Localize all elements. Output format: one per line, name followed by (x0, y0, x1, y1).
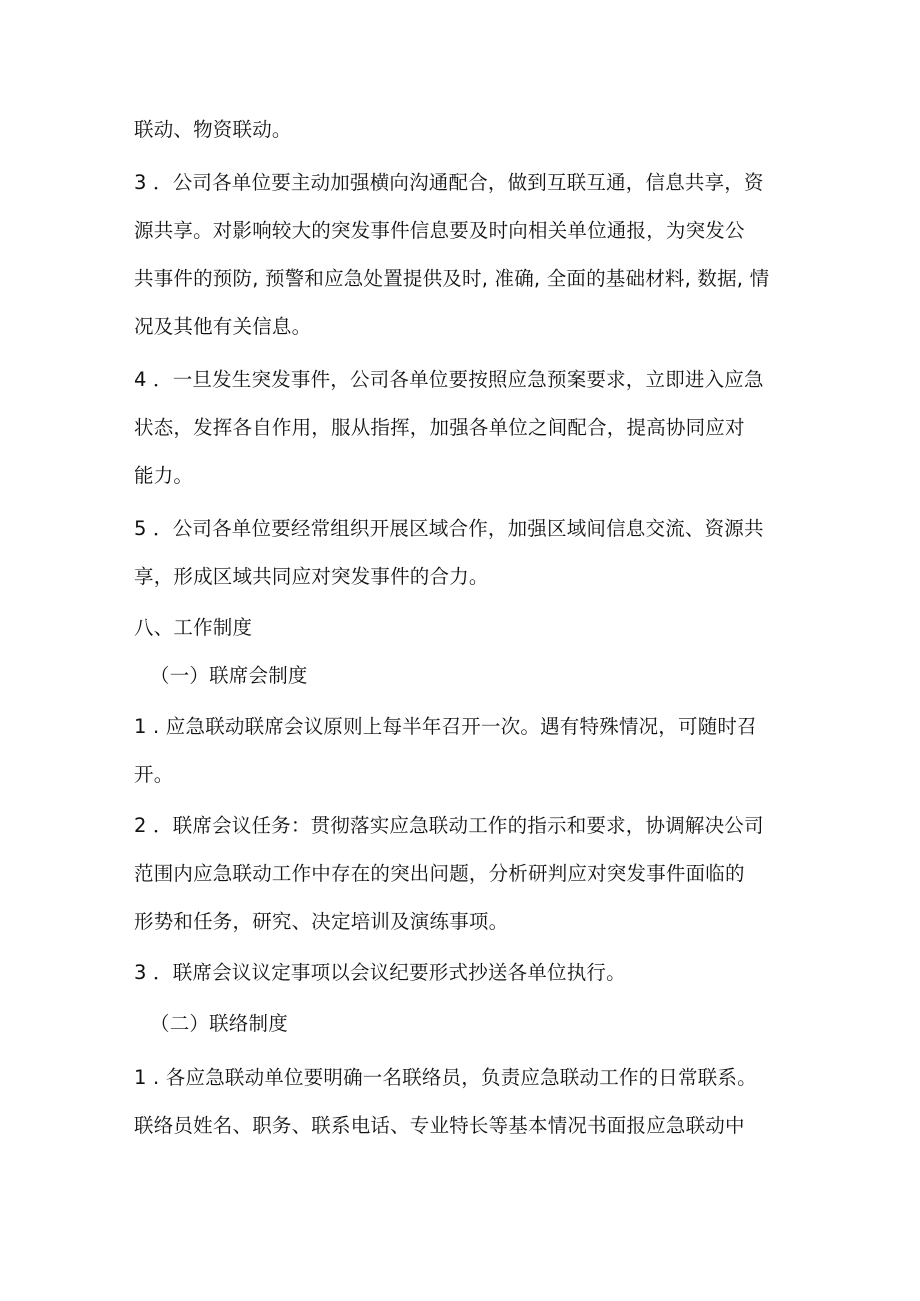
section-heading: 八、工作制度 (134, 616, 253, 639)
text-line: 2 ．联席会议任务：贯彻落实应急联动工作的指示和要求，协调解决公司 (134, 814, 764, 837)
text-line: 状态，发挥各自作用，服从指挥，加强各单位之间配合，提高协同应对 (134, 416, 745, 439)
text-line: 联动、物资联动。 (134, 118, 292, 141)
text-line: 开。 (134, 763, 174, 786)
text-line: 况及其他有关信息。 (134, 315, 312, 338)
text-line: 3 ．公司各单位要主动加强横向沟通配合，做到互联互通，信息共享，资 (134, 171, 764, 194)
text-line: 享，形成区域共同应对突发事件的合力。 (134, 565, 489, 588)
text-line: 1 . 各应急联动单位要明确一名联络员，负责应急联动工作的日常联系。 (134, 1066, 757, 1089)
text-line: 源共享。对影响较大的突发事件信息要及时向相关单位通报，为突发公 (134, 219, 745, 242)
text-line: 4 ．一旦发生突发事件，公司各单位要按照应急预案要求，立即进入应急 (134, 368, 764, 391)
text-line: 5 ．公司各单位要经常组织开展区域合作，加强区域间信息交流、资源共 (134, 517, 764, 540)
subsection-heading: （一）联席会制度 (150, 664, 308, 687)
text-line: 3 ．联席会议议定事项以会议纪要形式抄送各单位执行。 (134, 961, 626, 984)
text-line: 形势和任务，研究、决定培训及演练事项。 (134, 910, 509, 933)
text-line: 联络员姓名、职务、联系电话、专业特长等基本情况书面报应急联动中 (134, 1114, 745, 1137)
text-line: 共事件的预防, 预警和应急处置提供及时, 准确, 全面的基础材料, 数据, 情 (134, 267, 770, 290)
subsection-heading: （二）联络制度 (150, 1012, 288, 1035)
text-line: 1 . 应急联动联席会议原则上每半年召开一次。遇有特殊情况，可随时召 (134, 715, 757, 738)
text-line: 能力。 (134, 464, 194, 487)
text-line: 范围内应急联动工作中存在的突出问题，分析研判应对突发事件面临的 (134, 862, 745, 885)
